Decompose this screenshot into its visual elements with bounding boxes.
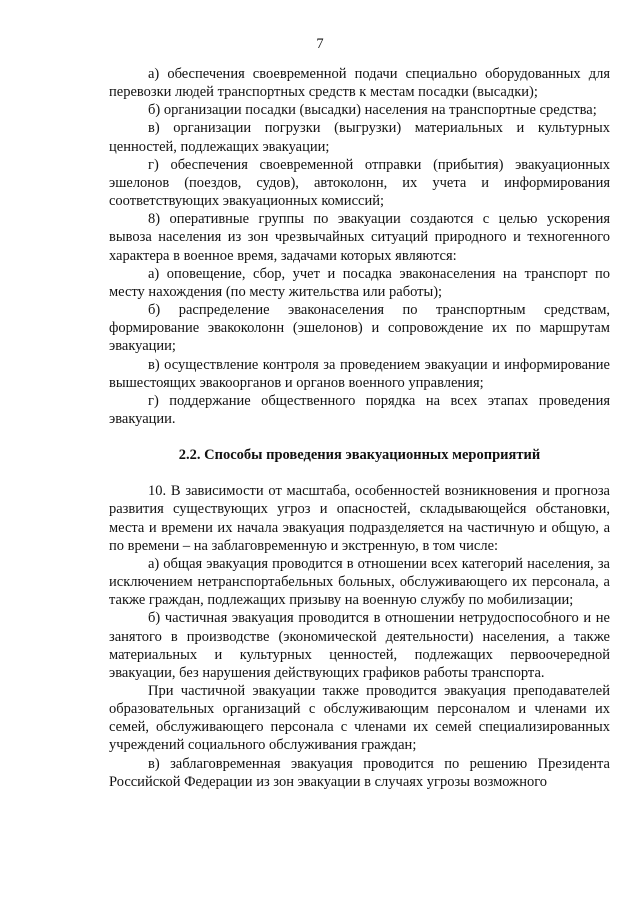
- paragraph-10b: б) частичная эвакуация проводится в отношении нетрудоспособного и не занятого в производстве (экономической деятельности) населения, а также материальных и культурных ценностей, подлежащих первоочередной эвакуации, без нарушения действующих графиков работы транспорта.: [109, 610, 610, 681]
- paragraph-10a: а) общая эвакуация проводится в отношении всех категорий населения, за исключением нетранспортабельных больных, обслуживающего их персонала, а также граждан, подлежащих призыву на военную службу по мобилизации;: [109, 555, 610, 609]
- paragraph-1b: б) организации посадки (высадки) населения на транспортные средства;: [148, 102, 597, 119]
- paragraph-1a: а) обеспечения своевременной подачи специально оборудованных для перевозки людей транспортных средств к местам посадки (высадки);: [109, 66, 610, 101]
- paragraph-1d: г) обеспечения своевременной отправки (прибытия) эвакуационных эшелонов (поездов, судов), автоколонн, их учета и информирования соответствующих эвакуационных комиссий;: [109, 156, 610, 210]
- paragraph-partial: При частичной эвакуации также проводится эвакуация преподавателей образовательных организаций с обслуживающим персоналом и членами их семей, обслуживающего персонала с членами их семей специализированных учреждений социального обслуживания граждан;: [109, 683, 610, 754]
- paragraph-8b: б) распределение эваконаселения по транспортным средствам, формирование эвакоколонн (эшелонов) и сопровождение их по маршрутам эвакуации;: [109, 302, 610, 355]
- paragraph-10c: в) заблаговременная эвакуация проводится по решению Президента Российской Федерации из зон эвакуации в случаях угрозы возможного: [109, 755, 610, 790]
- paragraph-1c: в) организации погрузки (выгрузки) материальных и культурных ценностей, подлежащих эвакуации;: [109, 120, 610, 155]
- section-heading: 2.2. Способы проведения эвакуационных мероприятий: [178, 447, 541, 464]
- paragraph-8d: г) поддержание общественного порядка на всех этапах проведения эвакуации.: [109, 392, 610, 427]
- paragraph-8: 8) оперативные группы по эвакуации создаются с целью ускорения вывоза населения из зон чрезвычайных ситуаций природного и техногенного характера в военное время, задачами которых являются:: [109, 211, 610, 264]
- paragraph-8a: а) оповещение, сбор, учет и посадка эваконаселения на транспорт по месту нахождения (по месту жительства или работы);: [109, 265, 610, 300]
- page-number: 7: [316, 36, 324, 52]
- paragraph-10: 10. В зависимости от масштаба, особенностей возникновения и прогноза развития существующих угроз и опасностей, складывающейся обстановки, места и времени их начала эвакуация подразделяется на частичную и общую, а по времени – на заблаговременную и экстренную, в том числе:: [109, 483, 610, 554]
- paragraph-8c: в) осуществление контроля за проведением эвакуации и информирование вышестоящих эвакоорганов и органов военного управления;: [109, 356, 610, 391]
- document-body: [109, 65, 610, 791]
